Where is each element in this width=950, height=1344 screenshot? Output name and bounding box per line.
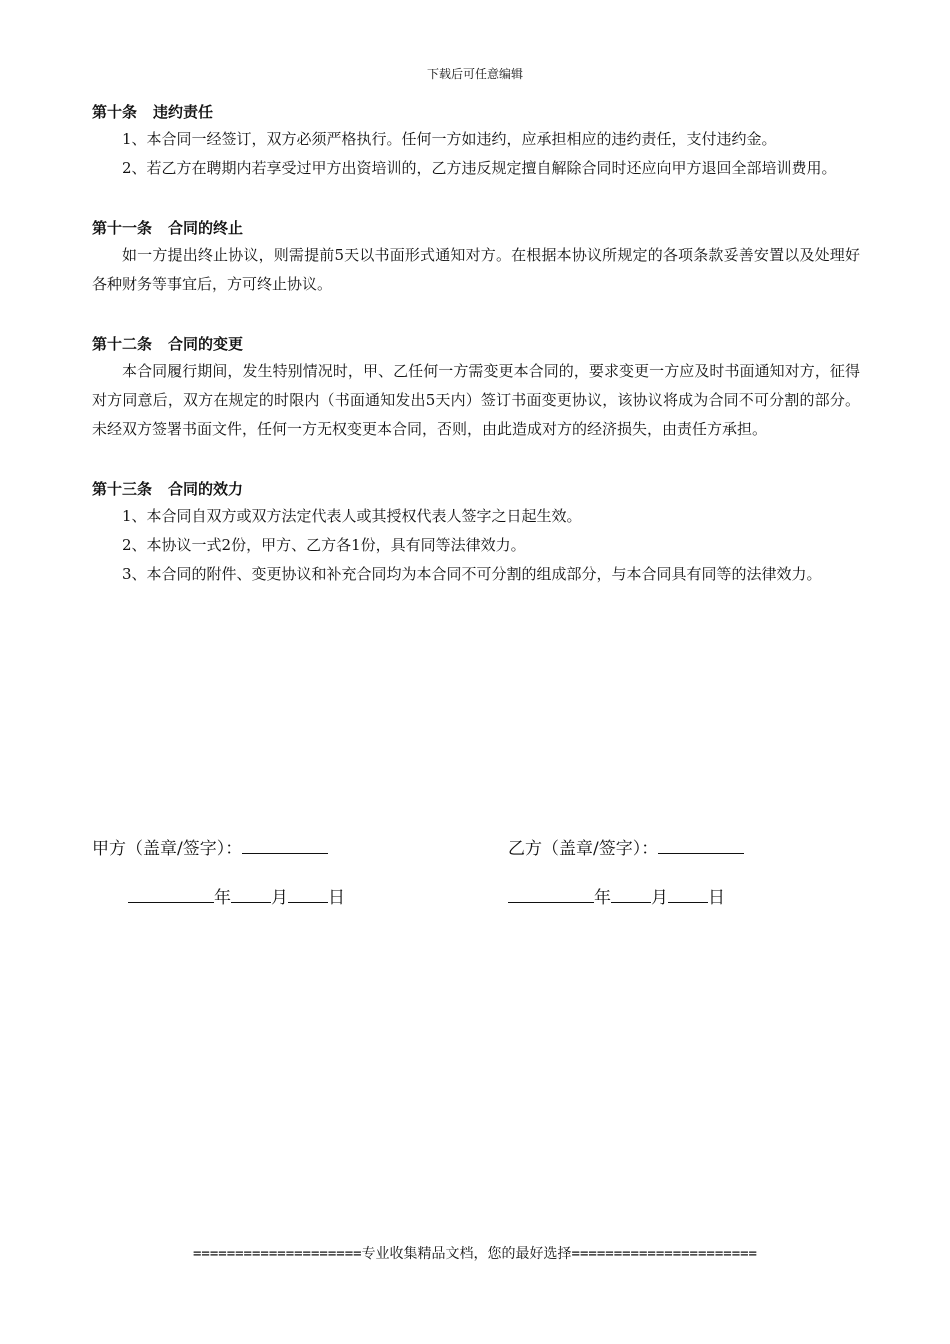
clause-paragraph: 2、若乙方在聘期内若享受过甲方出资培训的，乙方违反规定擅自解除合同时还应向甲方退回全部培训费用。 [122,159,837,177]
contract-body [92,99,860,621]
day-label: 日 [328,888,345,908]
page-header: 下载后可任意编辑 [426,67,523,81]
section-number: 第十一条 [92,219,153,237]
section-12 [92,331,860,444]
section-13 [92,476,860,589]
party-a-date [128,884,345,910]
party-b-date [508,884,725,910]
section-10 [92,99,860,183]
clause-paragraph: 如一方提出终止协议，则需提前5天以书面形式通知对方。在根据本协议所规定的各项条款妥善安置以及处理好各种财务等事宜后，方可终止协议。 [92,246,860,293]
section-number: 第十三条 [92,480,153,498]
clause-paragraph: 1、本合同自双方或双方法定代表人或其授权代表人签字之日起生效。 [122,507,582,525]
party-a-signature-line[interactable] [242,835,328,854]
month-blank[interactable] [611,884,651,903]
page-footer: ====================专业收集精品文档，您的最好选择====================== [192,1246,757,1262]
section-heading [92,331,860,357]
day-blank[interactable] [668,884,708,903]
party-a-signature [92,835,328,861]
section-heading [92,215,860,241]
month-label: 月 [271,888,288,908]
party-b-signature [508,835,744,861]
section-number: 第十二条 [92,335,153,353]
section-11 [92,215,860,299]
clause-paragraph: 1、本合同一经签订，双方必须严格执行。任何一方如违约，应承担相应的违约责任，支付违约金。 [122,130,777,148]
section-title: 合同的终止 [168,219,244,237]
party-a-label: 甲方（盖章/签字）： [92,839,243,859]
clause-paragraph: 3、本合同的附件、变更协议和补充合同均为本合同不可分割的组成部分，与本合同具有同等的法律效力。 [122,565,822,583]
section-heading [92,99,860,125]
party-b-label: 乙方（盖章/签字）： [508,839,659,859]
party-b-signature-line[interactable] [658,835,744,854]
day-label: 日 [708,888,725,908]
month-blank[interactable] [231,884,271,903]
clause-paragraph: 2、本协议一式2份，甲方、乙方各1份，具有同等法律效力。 [122,536,526,554]
year-label: 年 [214,888,231,908]
section-heading [92,476,860,502]
year-label: 年 [594,888,611,908]
month-label: 月 [651,888,668,908]
year-blank[interactable] [508,884,594,903]
section-title: 合同的效力 [168,480,244,498]
section-number: 第十条 [92,103,138,121]
clause-paragraph: 本合同履行期间，发生特别情况时，甲、乙任何一方需变更本合同的，要求变更一方应及时书面通知对方，征得对方同意后，双方在规定的时限内（书面通知发出5天内）签订书面变更协议，该协议将成为合同不可分割的部分。未经双方签署书面文件，任何一方无权变更本合同，否则，由此造成对方的经济损失，由责任方承担。 [92,362,860,438]
section-title: 合同的变更 [168,335,244,353]
day-blank[interactable] [288,884,328,903]
section-title: 违约责任 [153,103,214,121]
year-blank[interactable] [128,884,214,903]
